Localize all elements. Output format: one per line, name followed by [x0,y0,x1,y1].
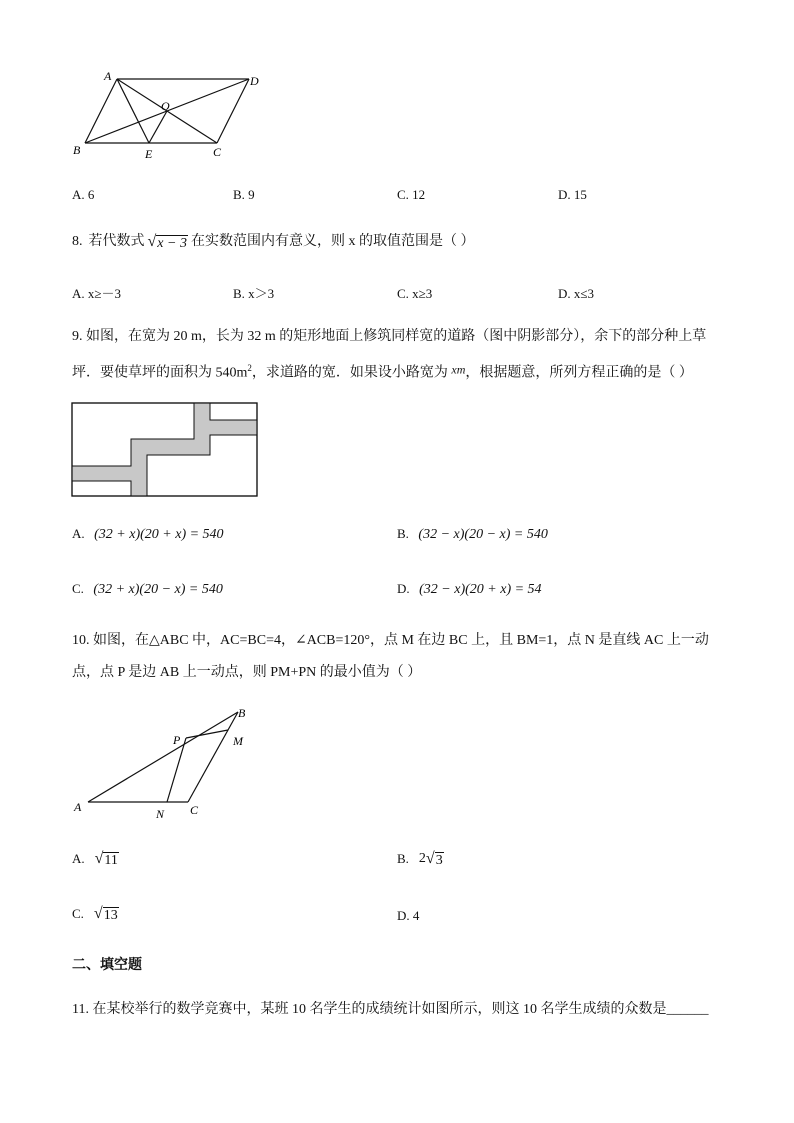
q10-option-a[interactable] [72,849,119,869]
option-text: 9 [248,187,255,202]
label-A: A [104,69,112,83]
sqrt-expression: √ 3 [425,849,443,868]
option-text: 4 [412,908,420,923]
q7-option-b[interactable] [233,185,255,205]
q8-option-b[interactable] [233,284,274,304]
label-M: M [233,734,243,748]
label-D: D [250,74,259,88]
q10-option-b[interactable] [397,849,444,869]
radicand: 3 [435,852,443,868]
superscript: 2 [247,363,252,373]
stem-text: ，求道路的宽．如果设小路宽为 [251,365,448,381]
section-title: 二、填空题 [72,957,142,973]
option-text: 12 [412,187,426,202]
q8-stem [72,232,474,252]
q10-option-c[interactable] [72,904,119,924]
stem-text: 11. 在某校举行的数学竞赛中，某班 10 名学生的成绩统计如图所示，则这 10 名学生成绩的众数是 [72,1002,667,1017]
option-text: x＞3 [248,286,275,301]
label-C: C [190,803,199,817]
label-E: E [145,147,153,161]
stem-text: 坪．要使草坪的面积为 540m [72,365,248,381]
option-letter: C. [72,906,84,921]
sqrt-expression: √ x − 3 [147,232,187,251]
label-C: C [213,145,222,159]
q7-option-c[interactable] [397,185,425,205]
question-number: 8. [72,234,83,249]
q9-option-d[interactable] [397,579,542,600]
option-formula: (32 − x)(20 − x) = 540 [418,527,548,542]
option-formula: (32 − x)(20 + x) = 54 [419,582,542,597]
option-formula: (32 + x)(20 + x) = 540 [94,527,224,542]
q9-option-a[interactable] [72,524,224,545]
label-P: P [173,733,181,747]
option-text: x≥3 [412,286,433,301]
option-letter: A. [72,286,85,301]
sqrt-expression: √ 11 [94,849,118,868]
radicand: x − 3 [157,235,187,251]
option-letter: B. [233,286,245,301]
label-O: O [161,99,170,113]
stem-text: ，根据题意，所列方程正确的是（ ） [465,365,693,381]
option-letter: A. [72,851,85,866]
stem-text: 在实数范围内有意义，则 x 的取值范围是（ ） [190,234,475,249]
option-text: 15 [573,187,587,202]
sqrt-expression: √ 13 [93,904,118,923]
triangle-figure [70,702,260,827]
q8-option-a[interactable] [72,284,121,304]
label-N: N [156,807,165,821]
label-A: A [74,800,82,814]
option-letter: A. [72,187,85,202]
q7-option-d[interactable] [558,185,587,205]
answer-blank[interactable]: ______ [666,1002,709,1017]
option-letter: D. [558,187,571,202]
road-rectangle-figure [70,401,260,499]
q11-stem [72,1000,708,1020]
option-letter: C. [397,187,409,202]
option-text: x≥－3 [87,286,122,301]
option-text: x≤3 [573,286,595,301]
coefficient: 2 [418,851,426,866]
option-text: 6 [87,187,95,202]
q7-option-a[interactable] [72,185,94,205]
q10-option-d[interactable] [397,906,419,926]
q9-option-c[interactable] [72,579,223,600]
variable: xm [451,362,466,377]
label-B: B [73,143,81,157]
option-letter: D. [558,286,571,301]
radicand: 13 [103,907,118,923]
q9-stem-line1: 9. 如图，在宽为 20 m，长为 32 m 的矩形地面上修筑同样宽的道路（图中阴影部分），余下的部分种上草 [72,329,707,344]
option-letter: B. [397,526,409,541]
q8-option-d[interactable] [558,284,594,304]
stem-text: 若代数式 [88,234,145,249]
q9-option-b[interactable] [397,524,548,545]
option-letter: D. [397,581,410,596]
q8-option-c[interactable] [397,284,432,304]
option-letter: B. [397,851,409,866]
q10-stem-line2: 点，点 P 是边 AB 上一动点，则 PM+PN 的最小值为（ ） [72,665,422,680]
label-B: B [238,706,246,720]
q10-stem-line1: 10. 如图，在△ABC 中，AC=BC=4，∠ACB=120°，点 M 在边 BC 上，且 BM=1，点 N 是直线 AC 上一动 [72,633,709,648]
option-letter: C. [397,286,409,301]
option-formula: (32 + x)(20 − x) = 540 [93,582,223,597]
q9-stem-line2 [72,358,693,384]
option-letter: C. [72,581,84,596]
parallelogram-figure [70,66,270,166]
option-letter: A. [72,526,85,541]
option-letter: D. [397,908,410,923]
option-letter: B. [233,187,245,202]
radicand: 11 [104,852,118,868]
